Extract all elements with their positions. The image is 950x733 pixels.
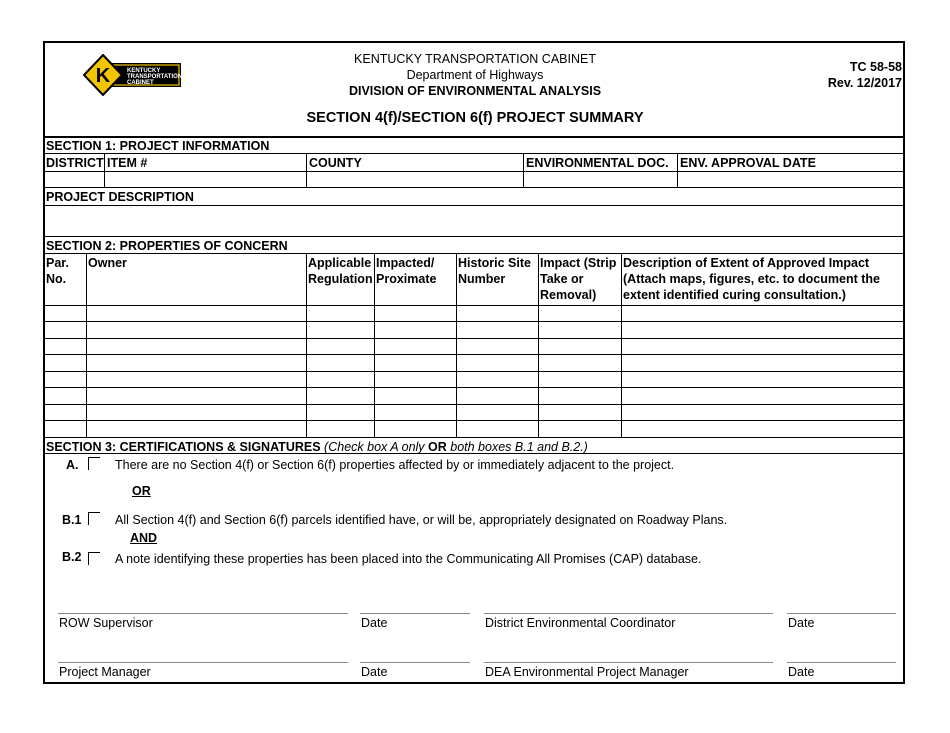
section2-heading: SECTION 2: PROPERTIES OF CONCERN (46, 239, 288, 253)
checkbox-a[interactable] (88, 457, 100, 470)
and-separator: AND (130, 531, 158, 545)
col-impacted: Impacted/ Proximate (376, 256, 437, 286)
table-row (45, 420, 903, 421)
checkbox-b1-label: B.1 (62, 513, 82, 527)
divider (621, 253, 622, 437)
form-revision: Rev. 12/2017 (827, 76, 902, 90)
instruction-pre: (Check box A only (324, 440, 429, 454)
checkbox-b2-label: B.2 (62, 550, 82, 564)
divider (374, 253, 375, 437)
date-label: Date (788, 665, 815, 679)
logo-text-1: KENTUCKY (127, 68, 161, 74)
divider (306, 253, 307, 437)
form-number: TC 58-58 (849, 60, 902, 74)
section3-title: SECTION 3: CERTIFICATIONS & SIGNATURES (46, 440, 321, 454)
section3-heading (46, 439, 588, 455)
division-name: DIVISION OF ENVIRONMENTAL ANALYSIS (348, 84, 602, 98)
table-row (45, 305, 903, 306)
checkbox-b2[interactable] (88, 552, 100, 565)
divider (104, 153, 105, 187)
divider (45, 205, 903, 206)
divider (538, 253, 539, 437)
row-supervisor-signature-line[interactable] (58, 613, 348, 614)
divider (45, 187, 903, 188)
checkbox-a-text: There are no Section 4(f) or Section 6(f) properties affected by or immediately adjacent to the project. (115, 458, 675, 472)
divider (86, 253, 87, 437)
table-row (45, 387, 903, 388)
env-doc-label: ENVIRONMENTAL DOC. (526, 156, 669, 170)
project-manager-date-line[interactable] (360, 662, 470, 663)
agency-name: KENTUCKY TRANSPORTATION CABINET (354, 52, 596, 66)
district-label: DISTRICT (46, 156, 104, 170)
checkbox-a-label: A. (66, 458, 79, 472)
table-row (45, 354, 903, 355)
dea-manager-label: DEA Environmental Project Manager (485, 665, 689, 679)
ktc-logo (83, 54, 183, 96)
row-supervisor-label: ROW Supervisor (59, 616, 153, 630)
row-supervisor-date-line[interactable] (360, 613, 470, 614)
col-impact: Impact (Strip Take or Removal) (540, 256, 617, 302)
department-name: Department of Highways (406, 68, 544, 82)
checkbox-b1-text: All Section 4(f) and Section 6(f) parcels identified have, or will be, appropriately designated on Roadway Plans. (115, 513, 728, 527)
checkbox-b1[interactable] (88, 512, 100, 525)
divider (456, 253, 457, 437)
table-row (45, 404, 903, 405)
table-row (45, 437, 903, 438)
form-title: SECTION 4(f)/SECTION 6(f) PROJECT SUMMARY (306, 110, 644, 126)
instruction-post: both boxes B.1 and B.2.) (446, 440, 588, 454)
env-date-label: ENV. APPROVAL DATE (680, 156, 816, 170)
divider (523, 153, 524, 187)
col-regulation: Applicable Regulation (308, 256, 373, 286)
col-par-no: Par. No. (46, 256, 69, 286)
divider (306, 153, 307, 187)
col-owner: Owner (88, 256, 127, 270)
logo-text-2: TRANSPORTATION (127, 74, 183, 80)
checkbox-b2-text: A note identifying these properties has been placed into the Communicating All Promises (CAP) database. (115, 552, 702, 566)
table-row (45, 321, 903, 322)
item-label: ITEM # (107, 156, 148, 170)
divider (45, 171, 903, 172)
county-label: COUNTY (309, 156, 362, 170)
dist-env-coord-label: District Environmental Coordinator (485, 616, 676, 630)
project-manager-label: Project Manager (59, 665, 151, 679)
instruction-or: OR (428, 440, 447, 454)
date-label: Date (361, 665, 388, 679)
dea-manager-signature-line[interactable] (484, 662, 773, 663)
dist-env-coord-date-line[interactable] (787, 613, 896, 614)
table-row (45, 371, 903, 372)
logo-letter: K (95, 65, 111, 87)
project-manager-signature-line[interactable] (58, 662, 348, 663)
dea-manager-date-line[interactable] (787, 662, 896, 663)
project-description-label: PROJECT DESCRIPTION (46, 190, 194, 204)
dist-env-coord-signature-line[interactable] (484, 613, 773, 614)
or-separator: OR (132, 484, 151, 498)
date-label: Date (361, 616, 388, 630)
divider (677, 153, 678, 187)
logo-text-3: CABINET (127, 80, 154, 86)
table-row (45, 338, 903, 339)
date-label: Date (788, 616, 815, 630)
section1-heading: SECTION 1: PROJECT INFORMATION (46, 139, 270, 153)
divider (45, 236, 903, 237)
col-historic: Historic Site Number (458, 256, 531, 286)
col-description: Description of Extent of Approved Impact (Attach maps, figures, etc. to document the extent identified curing consultation.) (623, 256, 880, 302)
